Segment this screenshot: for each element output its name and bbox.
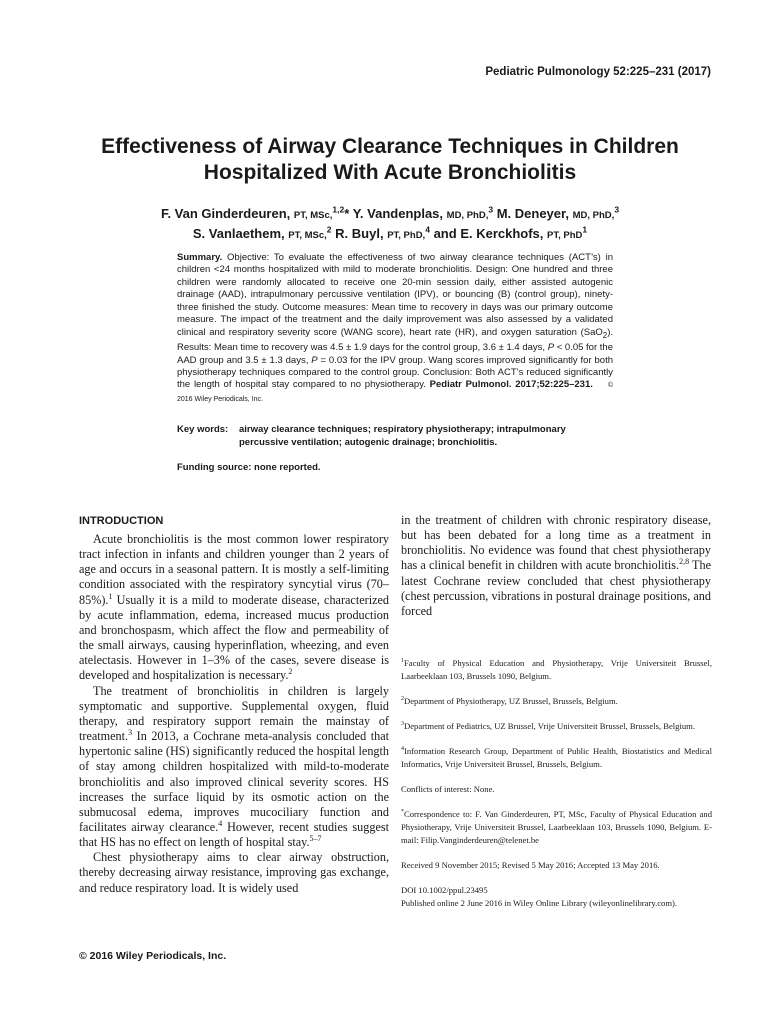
author-name: M. Deneyer, [496,206,569,221]
abstract-text: < 0.05 for the AAD group and 3.5 ± 1.3 days, [177,342,613,366]
footnote-text: Correspondence to: F. Van Ginderdeuren, PT, MSc, Faculty of Physical Education and Physiotherapy, Vrije Universiteit Brussel, Laarbeeklaan 103, Brussels 1090, Belgium. E-mail: Filip.Vanginderdeuren@telenet.be [401,809,712,845]
funding-statement: Funding source: none reported. [177,462,321,473]
abstract [177,252,613,406]
affiliation-footnote [401,720,712,733]
conflicts-of-interest: Conflicts of interest: None. [401,784,495,794]
author-name: S. Vanlaethem, [192,226,285,241]
affiliation-marker: 1 [582,224,588,235]
corresponding-marker: * [344,206,350,221]
paragraph [79,684,389,851]
abstract-copyright: © 2016 Wiley Periodicals, Inc. [177,382,614,403]
author-conjunction: and [433,226,457,241]
abstract-text: = 0.03 for the IPV group. Wang scores improved significantly for both physiotherapy techniques compared to the control group. Conclusion: Both ACT’s reduced significantly the length of hospital stay compared to no physiotherapy. [177,354,613,391]
author-degree: PT, PhD, [387,230,426,241]
page-copyright: © 2016 Wiley Periodicals, Inc. [79,950,227,962]
paragraph-text: Acute bronchiolitis is the most common lower respiratory tract infection in infants and children younger than 2 years of age and occurs in a seasonal pattern. It is mostly a self-limiting condition associated with the respiratory syncytial virus (70–85%). [79,532,389,607]
correspondence-footnote [401,808,712,847]
published-online: Published online 2 June 2016 in Wiley Online Library (wileyonlinelibrary.com). [401,898,678,908]
author-degree: MD, PhD, [446,210,489,221]
affiliation-marker: 4 [425,224,430,235]
author-degree: PT, MSc, [288,230,327,241]
paragraph-text: Usually it is a mild to moderate disease, characterized by acute inflammation, edema, increased mucus production and bronchospasm, which affect the flow and permeability of the small airways, causing hyperinflation, wheezing, and even atelectasis. However in 1–3% of the cases, severe disease is developed and hospitalization is necessary. [79,592,389,683]
paragraph-text: The treatment of bronchiolitis in children is largely symptomatic and supportive. Supplemental oxygen, fluid therapy, and respiratory support remain the mainstay of treatment. [79,683,389,744]
journal-reference: Pediatric Pulmonology 52:225–231 (2017) [485,66,711,78]
paragraph-text: in the treatment of children with chronic respiratory disease, but has been debated for a long time as a treatment in bronchiolitis. No evidence was found that chest physiotherapy has a clinical benefit in children with acute bronchiolitis. [401,513,711,573]
journal-citation: Pediatr Pulmonol. 2017;52:225–231. [429,379,593,391]
keywords-line-1: airway clearance techniques; respiratory physiotherapy; intrapulmonary [239,424,566,435]
footnote-text: Information Research Group, Department of Public Health, Biostatistics and Medical Informatics, Vrije Universiteit Brussel, Brussels, Belgium. [401,746,712,769]
author-degree: PT, PhD [547,230,583,241]
p-value-symbol: P [547,342,555,354]
paragraph [79,850,389,895]
body-column-right [401,513,711,619]
title-line-2: Hospitalized With Acute Bronchiolitis [203,161,577,184]
abstract-text: ). Results: Mean time to recovery was 4.5 ± 1.9 days for the control group, 3.6 ± 1.4 days, [177,326,613,354]
paragraph-text: In 2013, a Cochrane meta-analysis concluded that hypertonic saline (HS) significantly reduced the hospital length of stay among children hospitalized with mild-to-moderate bronchiolitis and also improved clinical severity scores. HS increases the surface liquid by its osmotic action on the submucosal edema, improves mucociliary function and facilitates airway clearance. [79,729,389,834]
body-column-left [79,532,389,896]
keywords-line-2: percussive ventilation; autogenic drainage; bronchiolitis. [239,437,498,448]
author-list [60,205,720,245]
affiliation-footnote [401,695,712,708]
footnote-marker: * [401,809,404,816]
paragraph [79,532,389,684]
keywords [177,423,613,449]
author-name: E. Kerckhofs, [460,226,544,241]
footnote-marker: 2 [401,696,404,703]
affiliation-footnote [401,657,712,683]
author-degree: MD, PhD, [572,210,615,221]
footnote-text: Faculty of Physical Education and Physiotherapy, Vrije Universiteit Brussel, Laarbeeklaan 103, Brussels 1090, Belgium. [401,658,712,681]
keywords-label: Key words: [177,424,229,435]
received-dates: Received 9 November 2015; Revised 5 May 2016; Accepted 13 May 2016. [401,860,660,870]
citation-marker: 2 [288,667,293,677]
footnote-text: Department of Pediatrics, UZ Brussel, Vrije Universiteit Brussel, Brussels, Belgium. [404,721,695,731]
paragraph-text: The latest Cochrane review concluded that chest physiotherapy (chest percussion, vibrations in postural drainage positions, and forced [401,558,711,618]
abstract-text: Objective: To evaluate the effectiveness of two airway clearance techniques (ACT’s) in children <24 months hospitalized with mild to moderate bronchiolitis. Design: One hundred and three children were randomly allocated to receive one 20-min session daily, either assisted autogenic drainage (AAD), intrapulmonary percussive ventilation (IPV), or bouncing (B) (control group), ninety-three finished the study. Outcome measures: Mean time to recovery in days was our primary outcome measure. The impact of the treatment and the daily improvement was also assessed by a validated clinical and respiratory severity score (WANG score), heart rate (HR), and oxygen saturation (SaO [177,252,613,338]
paragraph-text: However, recent studies suggest that HS has no effect on length of hospital stay. [79,819,389,850]
affiliation-marker: 1,2 [332,204,345,215]
paragraph [401,513,711,619]
section-heading: INTRODUCTION [79,515,164,527]
author-name: F. Van Ginderdeuren, [160,206,291,221]
citation-marker: 1 [108,591,113,601]
article-title [60,134,720,186]
abstract-label: Summary. [177,252,223,263]
footnote-marker: 1 [401,658,404,665]
citation-marker: 4 [218,818,223,828]
subscript: 2 [602,330,608,340]
affiliation-marker: 3 [614,204,620,215]
publication-info [401,884,712,910]
p-value-symbol: P [311,354,318,366]
paragraph-text: Chest physiotherapy aims to clear airway obstruction, thereby decreasing airway resistance, improving gas exchange, and reduce respiratory load. It is widely used [79,850,389,895]
citation-marker: 3 [128,727,133,737]
footnote-marker: 4 [401,746,404,753]
doi: DOI 10.1002/ppul.23495 [401,885,488,895]
title-line-1: Effectiveness of Airway Clearance Techniques in Children [101,135,679,158]
footnotes [401,657,712,910]
footnote-text: Department of Physiotherapy, UZ Brussel, Brussels, Belgium. [404,696,618,706]
citation-marker: 5–7 [309,834,322,844]
footnote-marker: 3 [401,721,404,728]
author-degree: PT, MSc, [293,210,333,221]
affiliation-marker: 2 [326,224,332,235]
affiliation-footnote [401,745,712,771]
affiliation-marker: 3 [488,204,494,215]
author-name: R. Buyl, [335,226,384,241]
author-name: Y. Vandenplas, [352,206,444,221]
citation-marker: 2,8 [679,557,690,567]
